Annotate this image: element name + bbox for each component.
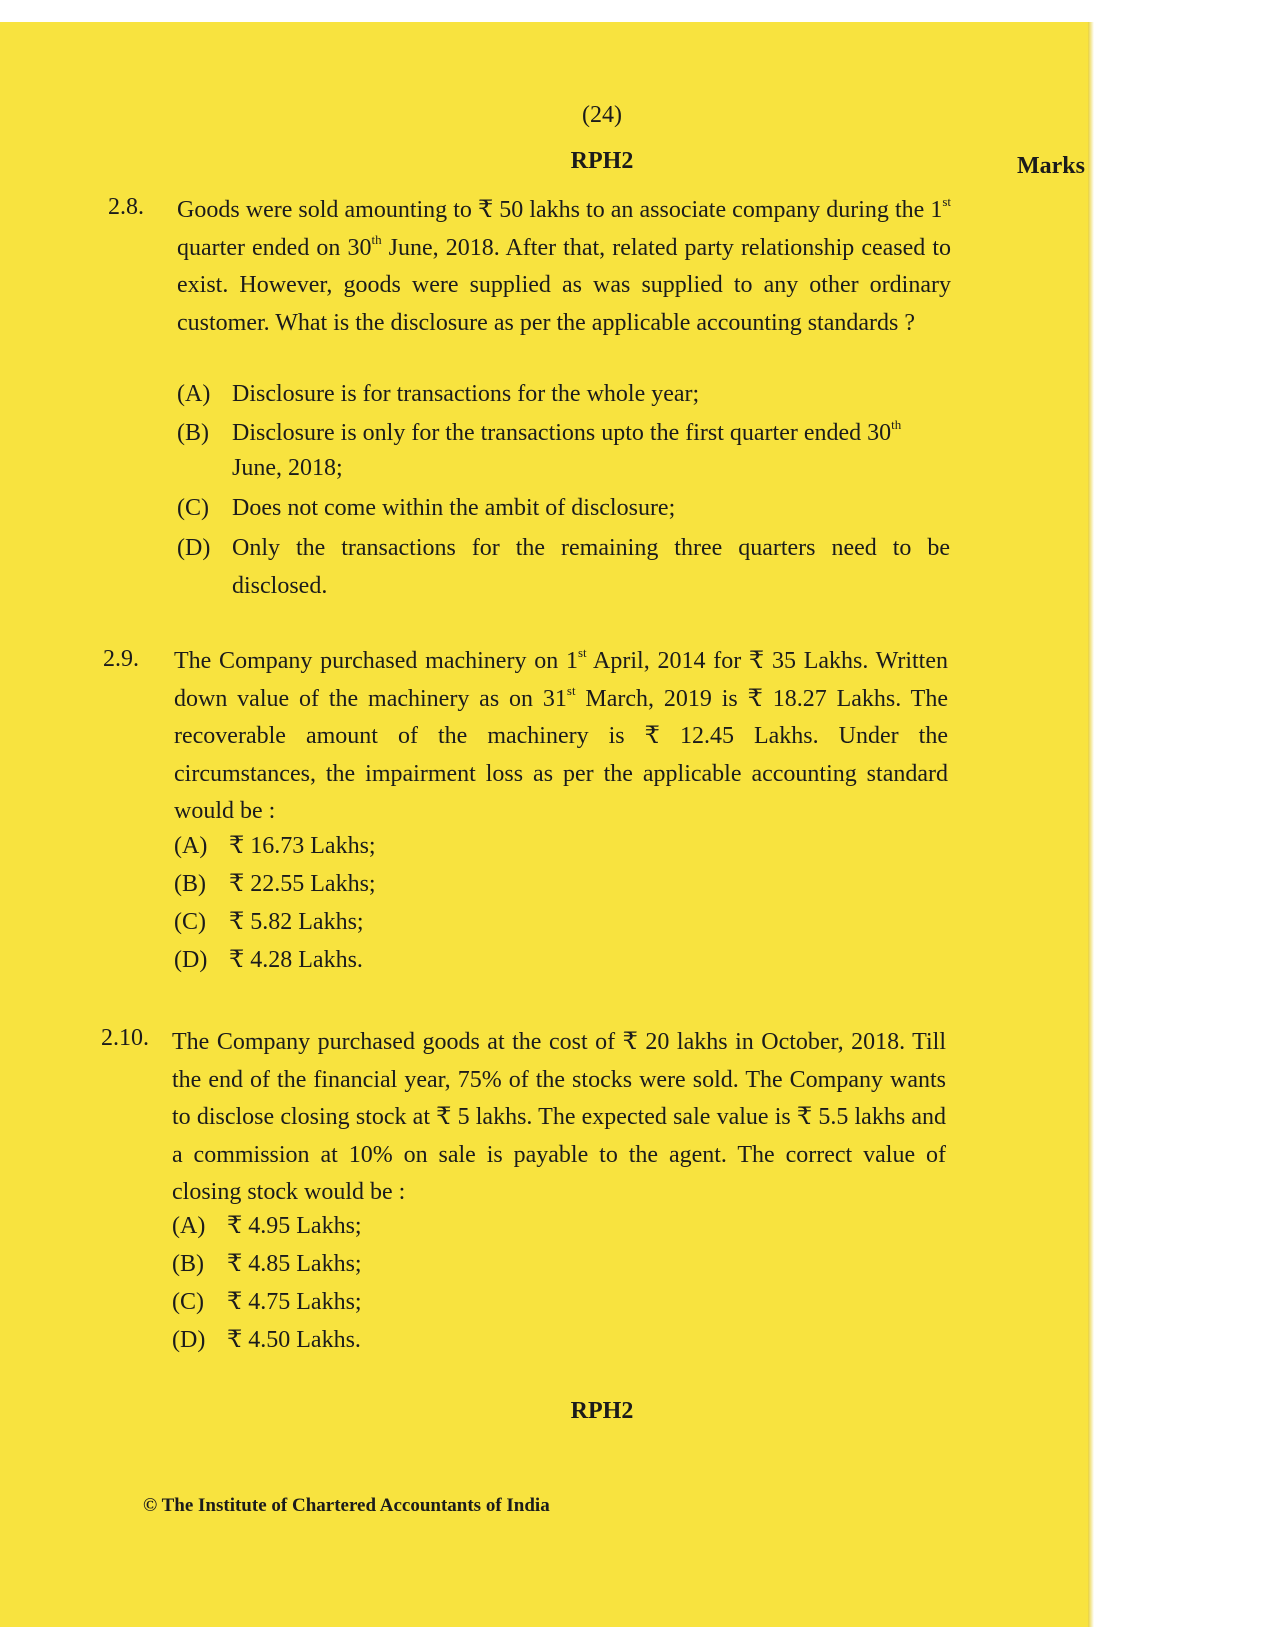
option-text: Only the transactions for the remaining three quarters need to be disclosed. xyxy=(232,535,950,599)
option-label: (D) xyxy=(174,947,208,973)
option-label: (B) xyxy=(174,871,206,897)
option-b xyxy=(177,415,967,490)
option-label: (B) xyxy=(177,420,209,446)
option-b xyxy=(174,866,574,904)
option-label: (B) xyxy=(172,1251,204,1277)
option-text: ₹ 16.73 Lakhs; xyxy=(229,833,376,859)
option-c xyxy=(172,1284,572,1322)
option-label: (D) xyxy=(177,535,211,561)
option-label: (C) xyxy=(177,495,209,521)
question-text: The Company purchased machinery on 1st April, 2014 for ₹ 35 Lakhs. Written down value of the machinery as on 31st March, 2019 is ₹ 18.27 Lakhs. The recoverable amount of the machinery is ₹ 12.45 Lakhs. Under the circumstances, the impairment loss as per the applicable accounting standard would be : xyxy=(174,645,948,824)
option-text: Does not come within the ambit of disclosure; xyxy=(232,495,676,521)
option-text: ₹ 4.95 Lakhs; xyxy=(227,1213,362,1239)
option-c xyxy=(177,490,967,528)
option-label: (A) xyxy=(172,1213,206,1239)
question-number: 2.8. xyxy=(108,194,144,220)
question-number: 2.10. xyxy=(101,1025,149,1051)
option-label: (A) xyxy=(177,381,211,407)
option-text: ₹ 4.75 Lakhs; xyxy=(227,1289,362,1315)
paper-edge xyxy=(1088,22,1094,1627)
option-text: ₹ 5.82 Lakhs; xyxy=(229,909,364,935)
option-label: (D) xyxy=(172,1327,206,1353)
option-text-line-2: June, 2018; xyxy=(232,455,343,481)
option-label: (A) xyxy=(174,833,208,859)
option-d xyxy=(174,942,574,980)
option-d xyxy=(172,1322,572,1360)
option-a xyxy=(172,1208,572,1246)
option-label: (C) xyxy=(174,909,206,935)
option-text-line-1: Disclosure is only for the transactions upto the first quarter ended 30th xyxy=(232,417,902,446)
page-number: (24) xyxy=(582,102,622,128)
paper-code-header: RPH2 xyxy=(570,148,634,174)
option-text: ₹ 4.85 Lakhs; xyxy=(227,1251,362,1277)
option-c xyxy=(174,904,574,942)
question-number: 2.9. xyxy=(103,646,139,672)
option-d xyxy=(177,530,952,605)
option-text: ₹ 22.55 Lakhs; xyxy=(229,871,376,897)
option-a xyxy=(177,376,967,414)
copyright-notice: © The Institute of Chartered Accountants of India xyxy=(143,1495,550,1516)
option-b xyxy=(172,1246,572,1284)
option-text: Disclosure is for transactions for the whole year; xyxy=(232,381,700,407)
question-text: Goods were sold amounting to ₹ 50 lakhs to an associate company during the 1st quarter ended on 30th June, 2018. After that, related party relationship ceased to exist. However, goods were supplied as was supplied to any other ordinary customer. What is the disclosure as per the applicable accounting standards ? xyxy=(177,194,951,336)
question-text: The Company purchased goods at the cost of ₹ 20 lakhs in October, 2018. Till the end of the financial year, 75% of the stocks were sold. The Company wants to disclose closing stock at ₹ 5 lakhs. The expected sale value is ₹ 5.5 lakhs and a commission at 10% on sale is payable to the agent. The correct value of closing stock would be : xyxy=(172,1029,946,1205)
paper-code-footer: RPH2 xyxy=(570,1398,634,1424)
marks-heading: Marks xyxy=(1017,153,1085,179)
option-text: ₹ 4.50 Lakhs. xyxy=(227,1327,361,1353)
option-label: (C) xyxy=(172,1289,204,1315)
option-a xyxy=(174,828,574,866)
option-text: ₹ 4.28 Lakhs. xyxy=(229,947,363,973)
